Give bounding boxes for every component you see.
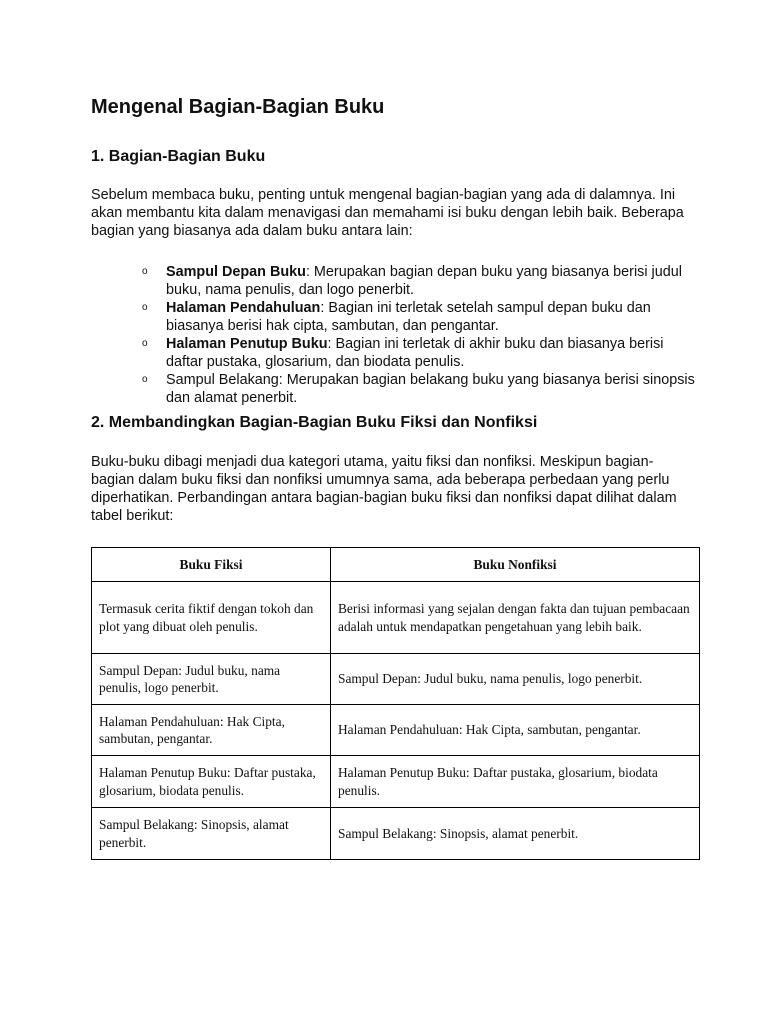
table-header-row — [92, 548, 700, 582]
list-item-desc: : Bagian ini terletak setelah sampul depan buku dan biasanya berisi hak cipta, sambutan, dan pengantar. — [166, 300, 651, 334]
list-item — [142, 335, 702, 371]
section-1-intro: Sebelum membaca buku, penting untuk mengenal bagian-bagian yang ada di dalamnya. Ini akan membantu kita dalam menavigasi dan memahami isi buku dengan lebih baik. Beberapa bagian yang biasanya ada dalam buku antara lain: — [91, 187, 684, 239]
table-cell-nonfiksi: Sampul Depan: Judul buku, nama penulis, logo penerbit. — [331, 654, 700, 705]
table-cell-fiksi: Halaman Pendahuluan: Hak Cipta, sambutan, pengantar. — [92, 705, 331, 756]
list-item-term: Sampul Depan Buku — [166, 264, 306, 280]
book-parts-list — [142, 263, 702, 407]
section-2-intro: Buku-buku dibagi menjadi dua kategori utama, yaitu fiksi dan nonfiksi. Meskipun bagian-bagian dalam buku fiksi dan nonfiksi umumnya sama, ada beberapa perbedaan yang perlu diperhatikan. Perbandingan antara bagian-bagian buku fiksi dan nonfiksi dapat dilihat dalam tabel berikut: — [91, 454, 677, 524]
list-item-term: Halaman Penutup Buku — [166, 336, 328, 352]
list-item — [142, 371, 702, 407]
section-1-heading: 1. Bagian-Bagian Buku — [91, 148, 266, 165]
list-item-desc: : Merupakan bagian depan buku yang biasanya berisi judul buku, nama penulis, dan logo penerbit. — [166, 264, 682, 298]
bullet-marker: o — [142, 302, 148, 313]
list-item-term: Halaman Pendahuluan — [166, 300, 321, 316]
list-item — [142, 263, 702, 299]
table-cell-fiksi: Halaman Penutup Buku: Daftar pustaka, glosarium, biodata penulis. — [92, 756, 331, 808]
table-cell-fiksi: Sampul Depan: Judul buku, nama penulis, logo penerbit. — [92, 654, 331, 705]
comparison-table — [91, 547, 700, 860]
list-item-desc: : Bagian ini terletak di akhir buku dan biasanya berisi daftar pustaka, glosarium, dan biodata penulis. — [166, 336, 664, 370]
section-2-heading: 2. Membandingkan Bagian-Bagian Buku Fiksi dan Nonfiksi — [91, 414, 538, 431]
table-cell-nonfiksi: Halaman Penutup Buku: Daftar pustaka, glosarium, biodata penulis. — [331, 756, 700, 808]
table-row — [92, 808, 700, 860]
bullet-marker: o — [142, 266, 148, 277]
bullet-marker: o — [142, 338, 148, 349]
list-item-text: Sampul Belakang: Merupakan bagian belakang buku yang biasanya berisi sinopsis dan alamat penerbit. — [166, 372, 695, 406]
page-title: Mengenal Bagian-Bagian Buku — [91, 96, 385, 118]
table-cell-nonfiksi: Halaman Pendahuluan: Hak Cipta, sambutan, pengantar. — [331, 705, 700, 756]
table-cell-nonfiksi: Sampul Belakang: Sinopsis, alamat penerbit. — [331, 808, 700, 860]
table-row — [92, 654, 700, 705]
table-header-nonfiksi: Buku Nonfiksi — [331, 548, 700, 582]
list-item — [142, 299, 702, 335]
table-cell-fiksi: Termasuk cerita fiktif dengan tokoh dan plot yang dibuat oleh penulis. — [92, 582, 331, 654]
table-cell-nonfiksi: Berisi informasi yang sejalan dengan fakta dan tujuan pembacaan adalah untuk mendapatkan pengetahuan yang lebih baik. — [331, 582, 700, 654]
bullet-marker: o — [142, 374, 148, 385]
table-cell-fiksi: Sampul Belakang: Sinopsis, alamat penerbit. — [92, 808, 331, 860]
table-row — [92, 705, 700, 756]
table-row — [92, 756, 700, 808]
table-row — [92, 582, 700, 654]
table-header-fiksi: Buku Fiksi — [92, 548, 331, 582]
